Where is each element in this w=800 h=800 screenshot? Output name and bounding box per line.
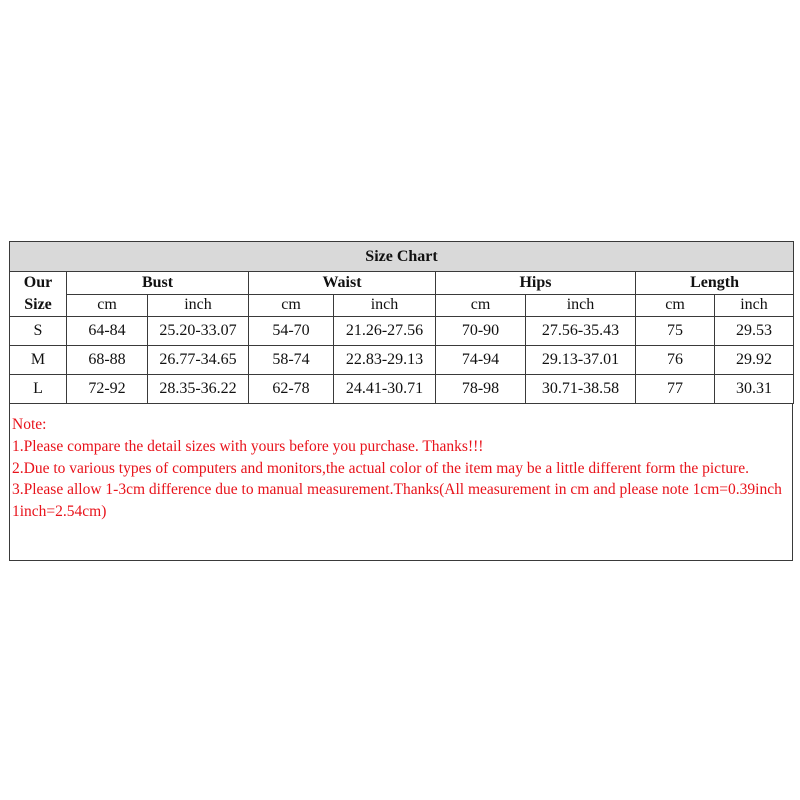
group-header-waist: Waist xyxy=(249,272,436,295)
table-cell: 21.26-27.56 xyxy=(334,317,436,346)
our-size-line1: Our xyxy=(23,274,53,291)
group-header-bust: Bust xyxy=(67,272,249,295)
table-cell: 24.41-30.71 xyxy=(334,375,436,404)
table-row xyxy=(10,346,794,375)
table-cell: 28.35-36.22 xyxy=(148,375,249,404)
table-cell: 29.53 xyxy=(715,317,794,346)
table-cell: 30.71-38.58 xyxy=(526,375,636,404)
table-cell: 29.92 xyxy=(715,346,794,375)
unit-header: cm xyxy=(67,294,148,317)
unit-header: inch xyxy=(526,294,636,317)
our-size-line2: Size xyxy=(24,296,52,313)
table-cell: 70-90 xyxy=(436,317,526,346)
table-cell: 58-74 xyxy=(249,346,334,375)
note-heading: Note: xyxy=(12,416,47,433)
unit-header: cm xyxy=(249,294,334,317)
table-cell: 30.31 xyxy=(715,375,794,404)
group-header-hips: Hips xyxy=(436,272,636,295)
size-label: S xyxy=(10,317,67,346)
note-line-1: 1.Please compare the detail sizes with yours before you purchase. Thanks!!! xyxy=(12,437,484,455)
table-cell: 72-92 xyxy=(67,375,148,404)
table-cell: 76 xyxy=(636,346,715,375)
note-box xyxy=(9,404,793,561)
table-cell: 22.83-29.13 xyxy=(334,346,436,375)
unit-header: inch xyxy=(334,294,436,317)
table-cell: 26.77-34.65 xyxy=(148,346,249,375)
group-header-length: Length xyxy=(636,272,794,295)
table-cell: 25.20-33.07 xyxy=(148,317,249,346)
table-row xyxy=(10,317,794,346)
table-cell: 62-78 xyxy=(249,375,334,404)
table-cell: 75 xyxy=(636,317,715,346)
note-line-3: 3.Please allow 1-3cm difference due to manual measurement.Thanks(All measurement in cm and please note 1cm=0.39inch 1inch=2.54cm) xyxy=(12,481,782,521)
our-size-header xyxy=(10,272,67,317)
unit-header: inch xyxy=(715,294,794,317)
size-chart-table xyxy=(9,241,794,404)
table-title: Size Chart xyxy=(10,242,794,272)
unit-header: cm xyxy=(436,294,526,317)
table-cell: 27.56-35.43 xyxy=(526,317,636,346)
table-cell: 54-70 xyxy=(249,317,334,346)
table-cell: 78-98 xyxy=(436,375,526,404)
table-cell: 68-88 xyxy=(67,346,148,375)
unit-header: inch xyxy=(148,294,249,317)
table-cell: 29.13-37.01 xyxy=(526,346,636,375)
table-cell: 74-94 xyxy=(436,346,526,375)
note-line-2: 2.Due to various types of computers and monitors,the actual color of the item may be a little different form the picture. xyxy=(12,459,750,477)
size-chart-sheet xyxy=(9,241,793,561)
table-cell: 77 xyxy=(636,375,715,404)
size-label: M xyxy=(10,346,67,375)
table-row xyxy=(10,375,794,404)
table-cell: 64-84 xyxy=(67,317,148,346)
unit-header: cm xyxy=(636,294,715,317)
size-label: L xyxy=(10,375,67,404)
